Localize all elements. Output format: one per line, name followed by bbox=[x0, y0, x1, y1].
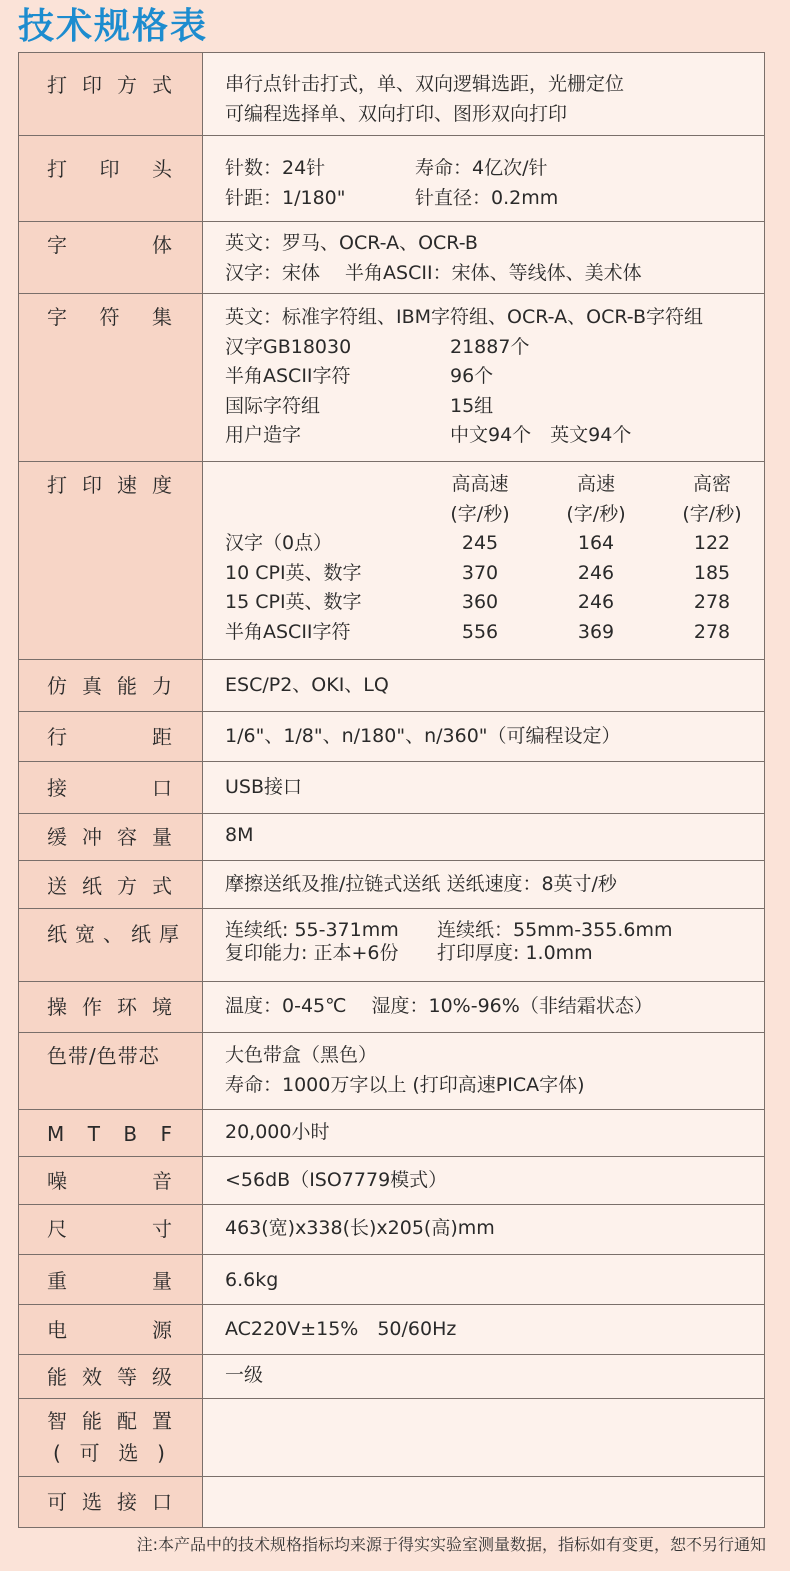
speed-header: (字/秒) bbox=[682, 502, 742, 525]
speed-header-blank bbox=[225, 500, 422, 530]
label-char: 量 bbox=[152, 825, 172, 849]
label-char: 尺 bbox=[47, 1217, 67, 1241]
label-char: ( bbox=[53, 1441, 61, 1465]
spec-label bbox=[19, 1110, 203, 1157]
spec-row bbox=[19, 53, 765, 136]
spec-value bbox=[203, 222, 765, 294]
spec-label bbox=[19, 814, 203, 861]
label-char: 打 bbox=[47, 473, 67, 497]
footnote: 注:本产品中的技术规格指标均来源于得实实验室测量数据，指标如有变更，恕不另行通知 bbox=[136, 1535, 766, 1554]
label-char: 源 bbox=[152, 1318, 172, 1342]
value-pair bbox=[225, 184, 756, 214]
speed-header: (字/秒) bbox=[566, 502, 626, 525]
spec-label bbox=[19, 1399, 203, 1477]
spec-label bbox=[19, 53, 203, 136]
label-char: 冲 bbox=[82, 825, 102, 849]
label-char: 环 bbox=[117, 995, 137, 1019]
spec-value bbox=[203, 1477, 765, 1528]
spec-row bbox=[19, 1110, 765, 1157]
value-line: 英文：标准字符组、IBM字符组、OCR-A、OCR-B字符组 bbox=[225, 306, 703, 328]
spec-value bbox=[203, 136, 765, 222]
label-char: 符 bbox=[99, 305, 120, 329]
speed-row-name: 10 CPI英、数字 bbox=[225, 561, 362, 584]
speed-header: (字/秒) bbox=[450, 502, 510, 525]
value-line: 8M bbox=[225, 824, 254, 846]
speed-value: 245 bbox=[461, 532, 499, 554]
spec-label-text bbox=[47, 1406, 172, 1436]
spec-value bbox=[203, 762, 765, 814]
label-char: 可 bbox=[79, 1441, 100, 1465]
value-val: 打印厚度: 1.0mm bbox=[437, 942, 593, 964]
label-char: 接 bbox=[47, 776, 67, 800]
spec-value bbox=[203, 1033, 765, 1110]
spec-label bbox=[19, 861, 203, 909]
spec-label-text bbox=[47, 1119, 172, 1149]
spec-label bbox=[19, 982, 203, 1033]
value-key: 半角ASCII字符 bbox=[225, 365, 351, 387]
value-line: 大色带盒（黑色） bbox=[225, 1044, 378, 1066]
label-char: 作 bbox=[82, 995, 102, 1019]
label-char: 行 bbox=[47, 725, 67, 749]
spec-row bbox=[19, 909, 765, 982]
spec-value bbox=[203, 909, 765, 982]
label-char: 置 bbox=[152, 1409, 172, 1433]
value-key: 汉字GB18030 bbox=[225, 335, 352, 358]
value-key: 用户造字 bbox=[225, 424, 302, 446]
label-char: 接 bbox=[117, 1490, 137, 1514]
label-char: 速 bbox=[117, 473, 137, 497]
spec-label-text bbox=[47, 70, 172, 100]
label-char: 选 bbox=[82, 1490, 102, 1514]
value-pair bbox=[225, 392, 756, 422]
spec-row bbox=[19, 222, 765, 294]
label-char: 可 bbox=[47, 1490, 67, 1514]
value-line: 串行点针击打式，单、双向逻辑选距，光栅定位 bbox=[225, 73, 625, 95]
spec-label-text bbox=[47, 230, 172, 260]
label-char: 、 bbox=[103, 922, 123, 946]
spec-value bbox=[203, 1305, 765, 1355]
spec-label bbox=[19, 712, 203, 762]
label-char: 缓 bbox=[47, 825, 67, 849]
spec-label bbox=[19, 136, 203, 222]
value-line: 摩擦送纸及推/拉链式送纸 送纸速度：8英寸/秒 bbox=[225, 873, 617, 895]
value-pair bbox=[225, 942, 756, 965]
value-val: 连续纸：55mm-355.6mm bbox=[437, 919, 673, 941]
spec-label-text bbox=[47, 470, 172, 500]
spec-label-text: 色带/色带芯 bbox=[47, 1044, 160, 1068]
spec-row bbox=[19, 861, 765, 909]
spec-value bbox=[203, 861, 765, 909]
speed-value: 185 bbox=[693, 561, 731, 584]
value-line: <56dB（ISO7779模式） bbox=[225, 1169, 448, 1191]
spec-label-text bbox=[47, 722, 172, 752]
spec-label-text bbox=[47, 822, 172, 852]
value-line: 寿命：1000万字以上 (打印高速PICA字体) bbox=[225, 1073, 585, 1096]
spec-label bbox=[19, 1157, 203, 1205]
label-char: 容 bbox=[117, 825, 137, 849]
value-line: 汉字：宋体 半角ASCII：宋体、等线体、美术体 bbox=[225, 261, 642, 284]
label-char: 能 bbox=[82, 1409, 102, 1433]
label-char: 效 bbox=[82, 1365, 102, 1389]
spec-row bbox=[19, 1355, 765, 1399]
spec-row bbox=[19, 294, 765, 462]
label-char: T bbox=[87, 1122, 100, 1146]
speed-table bbox=[225, 470, 756, 647]
spec-row bbox=[19, 982, 765, 1033]
speed-header: 高高速 bbox=[451, 473, 509, 495]
spec-row bbox=[19, 1305, 765, 1355]
spec-row bbox=[19, 814, 765, 861]
label-char: 口 bbox=[152, 776, 172, 800]
speed-header: 高密 bbox=[692, 473, 731, 495]
value-line: 1/6"、1/8"、n/180"、n/360"（可编程设定） bbox=[225, 725, 621, 747]
label-char: 送 bbox=[47, 874, 67, 898]
spec-label-text bbox=[47, 671, 172, 701]
spec-label bbox=[19, 1205, 203, 1255]
label-char: 等 bbox=[117, 1365, 137, 1389]
speed-row-name: 半角ASCII字符 bbox=[225, 620, 351, 643]
speed-value: 164 bbox=[577, 532, 615, 554]
value-line: 可编程选择单、双向打印、图形双向打印 bbox=[225, 102, 568, 125]
label-char: 力 bbox=[152, 674, 172, 698]
value-line: 463(宽)x338(长)x205(高)mm bbox=[225, 1217, 495, 1239]
spec-label bbox=[19, 660, 203, 712]
page-title: 技术规格表 bbox=[18, 6, 209, 47]
label-char: 音 bbox=[152, 1169, 172, 1193]
label-char: 境 bbox=[152, 995, 172, 1019]
spec-value bbox=[203, 1205, 765, 1255]
label-char: 操 bbox=[47, 995, 67, 1019]
speed-header-blank bbox=[225, 470, 422, 500]
label-char: 方 bbox=[117, 73, 137, 97]
spec-value bbox=[203, 660, 765, 712]
label-char: 配 bbox=[117, 1409, 137, 1433]
label-char: 距 bbox=[152, 725, 172, 749]
spec-row bbox=[19, 1255, 765, 1305]
spec-label-text bbox=[47, 154, 172, 184]
label-char: 方 bbox=[117, 874, 137, 898]
value-line: 一级 bbox=[225, 1364, 264, 1386]
label-char: 口 bbox=[152, 1490, 172, 1514]
speed-header: 高速 bbox=[576, 473, 615, 495]
spec-row bbox=[19, 1205, 765, 1255]
value-key: 针数：24针 bbox=[225, 157, 326, 179]
value-val: 针直径：0.2mm bbox=[415, 186, 559, 209]
speed-value: 246 bbox=[577, 591, 615, 613]
spec-label-text bbox=[47, 1362, 172, 1392]
value-line: 英文：罗马、OCR-A、OCR-B bbox=[225, 232, 478, 254]
label-char: 字 bbox=[47, 305, 67, 329]
spec-value bbox=[203, 814, 765, 861]
spec-label bbox=[19, 294, 203, 462]
spec-row bbox=[19, 660, 765, 712]
spec-label bbox=[19, 1305, 203, 1355]
speed-row-name: 汉字（0点） bbox=[225, 532, 333, 554]
spec-label-text bbox=[47, 871, 172, 901]
spec-row bbox=[19, 136, 765, 222]
label-char: B bbox=[123, 1122, 138, 1146]
spec-label-text bbox=[47, 1214, 172, 1244]
spec-table bbox=[18, 52, 765, 1528]
speed-value: 360 bbox=[461, 591, 499, 613]
value-val: 中文94个 英文94个 bbox=[450, 424, 632, 446]
speed-value: 278 bbox=[693, 591, 731, 613]
value-key: 复印能力: 正本+6份 bbox=[225, 942, 399, 964]
label-char: 式 bbox=[152, 73, 172, 97]
spec-label-text bbox=[47, 919, 179, 949]
label-char: 量 bbox=[152, 1269, 172, 1293]
spec-row bbox=[19, 762, 765, 814]
spec-row bbox=[19, 462, 765, 660]
label-char: 厚 bbox=[159, 922, 179, 946]
label-char: 能 bbox=[47, 1365, 67, 1389]
label-char: 纸 bbox=[47, 922, 67, 946]
spec-label bbox=[19, 1033, 203, 1110]
value-pair bbox=[225, 919, 756, 942]
value-line: 20,000小时 bbox=[225, 1121, 330, 1143]
value-pair bbox=[225, 421, 756, 451]
value-line: USB接口 bbox=[225, 776, 303, 798]
spec-value bbox=[203, 1110, 765, 1157]
label-char: 头 bbox=[152, 157, 172, 181]
spec-label-text bbox=[47, 992, 172, 1022]
spec-value bbox=[203, 53, 765, 136]
speed-value: 246 bbox=[577, 561, 615, 584]
value-key: 国际字符组 bbox=[225, 394, 321, 417]
value-key: 连续纸: 55-371mm bbox=[225, 919, 399, 941]
label-char: 选 bbox=[118, 1441, 139, 1465]
label-char: 打 bbox=[47, 157, 67, 181]
label-char: 智 bbox=[47, 1409, 67, 1433]
spec-value bbox=[203, 1255, 765, 1305]
spec-label bbox=[19, 1355, 203, 1399]
value-line: ESC/P2、OKI、LQ bbox=[225, 674, 389, 696]
value-val: 96个 bbox=[450, 365, 494, 387]
spec-value bbox=[203, 712, 765, 762]
spec-row bbox=[19, 1399, 765, 1477]
value-pair bbox=[225, 362, 756, 392]
label-char: 度 bbox=[152, 473, 172, 497]
value-val: 21887个 bbox=[450, 335, 530, 358]
label-char: 印 bbox=[82, 73, 102, 97]
spec-value bbox=[203, 1399, 765, 1477]
label-char: 真 bbox=[82, 674, 102, 698]
label-char: 电 bbox=[47, 1318, 67, 1342]
spec-label-text bbox=[47, 1487, 172, 1517]
label-char: F bbox=[160, 1122, 172, 1146]
label-char: 寸 bbox=[152, 1217, 172, 1241]
spec-value bbox=[203, 982, 765, 1033]
label-char: 纸 bbox=[82, 874, 102, 898]
label-char: 集 bbox=[152, 305, 172, 329]
spec-label bbox=[19, 222, 203, 294]
label-char: 字 bbox=[47, 233, 67, 257]
label-char: 仿 bbox=[47, 674, 67, 698]
spec-label bbox=[19, 909, 203, 982]
value-key: 针距：1/180" bbox=[225, 186, 346, 209]
label-char: ) bbox=[157, 1441, 165, 1465]
label-char: 宽 bbox=[75, 922, 95, 946]
label-char: 重 bbox=[47, 1269, 67, 1293]
spec-row bbox=[19, 1477, 765, 1528]
speed-row-name: 15 CPI英、数字 bbox=[225, 591, 362, 613]
spec-label-text bbox=[47, 1315, 172, 1345]
speed-value: 556 bbox=[461, 620, 499, 643]
speed-value: 278 bbox=[693, 620, 731, 643]
value-pair bbox=[225, 154, 756, 184]
value-val: 寿命：4亿次/针 bbox=[415, 157, 548, 179]
spec-row bbox=[19, 712, 765, 762]
label-char: 噪 bbox=[47, 1169, 67, 1193]
speed-value: 370 bbox=[461, 561, 499, 584]
label-char: 式 bbox=[152, 874, 172, 898]
label-char: 级 bbox=[152, 1365, 172, 1389]
value-val: 15组 bbox=[450, 394, 494, 417]
speed-value: 122 bbox=[693, 532, 731, 554]
spec-value bbox=[203, 294, 765, 462]
spec-value bbox=[203, 1157, 765, 1205]
label-char: M bbox=[47, 1122, 65, 1146]
spec-row bbox=[19, 1033, 765, 1110]
spec-label-text bbox=[47, 1266, 172, 1296]
label-char: 能 bbox=[117, 674, 137, 698]
label-char: 纸 bbox=[131, 922, 151, 946]
value-pair bbox=[225, 333, 756, 363]
spec-row bbox=[19, 1157, 765, 1205]
spec-label-text bbox=[47, 1166, 172, 1196]
spec-value bbox=[203, 462, 765, 660]
value-line: 温度：0-45℃ 湿度：10%-96%（非结霜状态） bbox=[225, 995, 653, 1017]
spec-label bbox=[19, 1255, 203, 1305]
speed-value: 369 bbox=[577, 620, 615, 643]
spec-value bbox=[203, 1355, 765, 1399]
value-line: 6.6kg bbox=[225, 1269, 279, 1291]
label-char: 印 bbox=[82, 473, 102, 497]
value-line: AC220V±15% 50/60Hz bbox=[225, 1318, 457, 1340]
label-char: 体 bbox=[152, 233, 172, 257]
label-char: 打 bbox=[47, 73, 67, 97]
spec-label bbox=[19, 462, 203, 660]
label-char: 印 bbox=[99, 157, 120, 181]
spec-label bbox=[19, 762, 203, 814]
spec-label-text bbox=[47, 773, 172, 803]
spec-label bbox=[19, 1477, 203, 1528]
spec-label-note bbox=[53, 1438, 165, 1468]
spec-label-text bbox=[47, 302, 172, 332]
